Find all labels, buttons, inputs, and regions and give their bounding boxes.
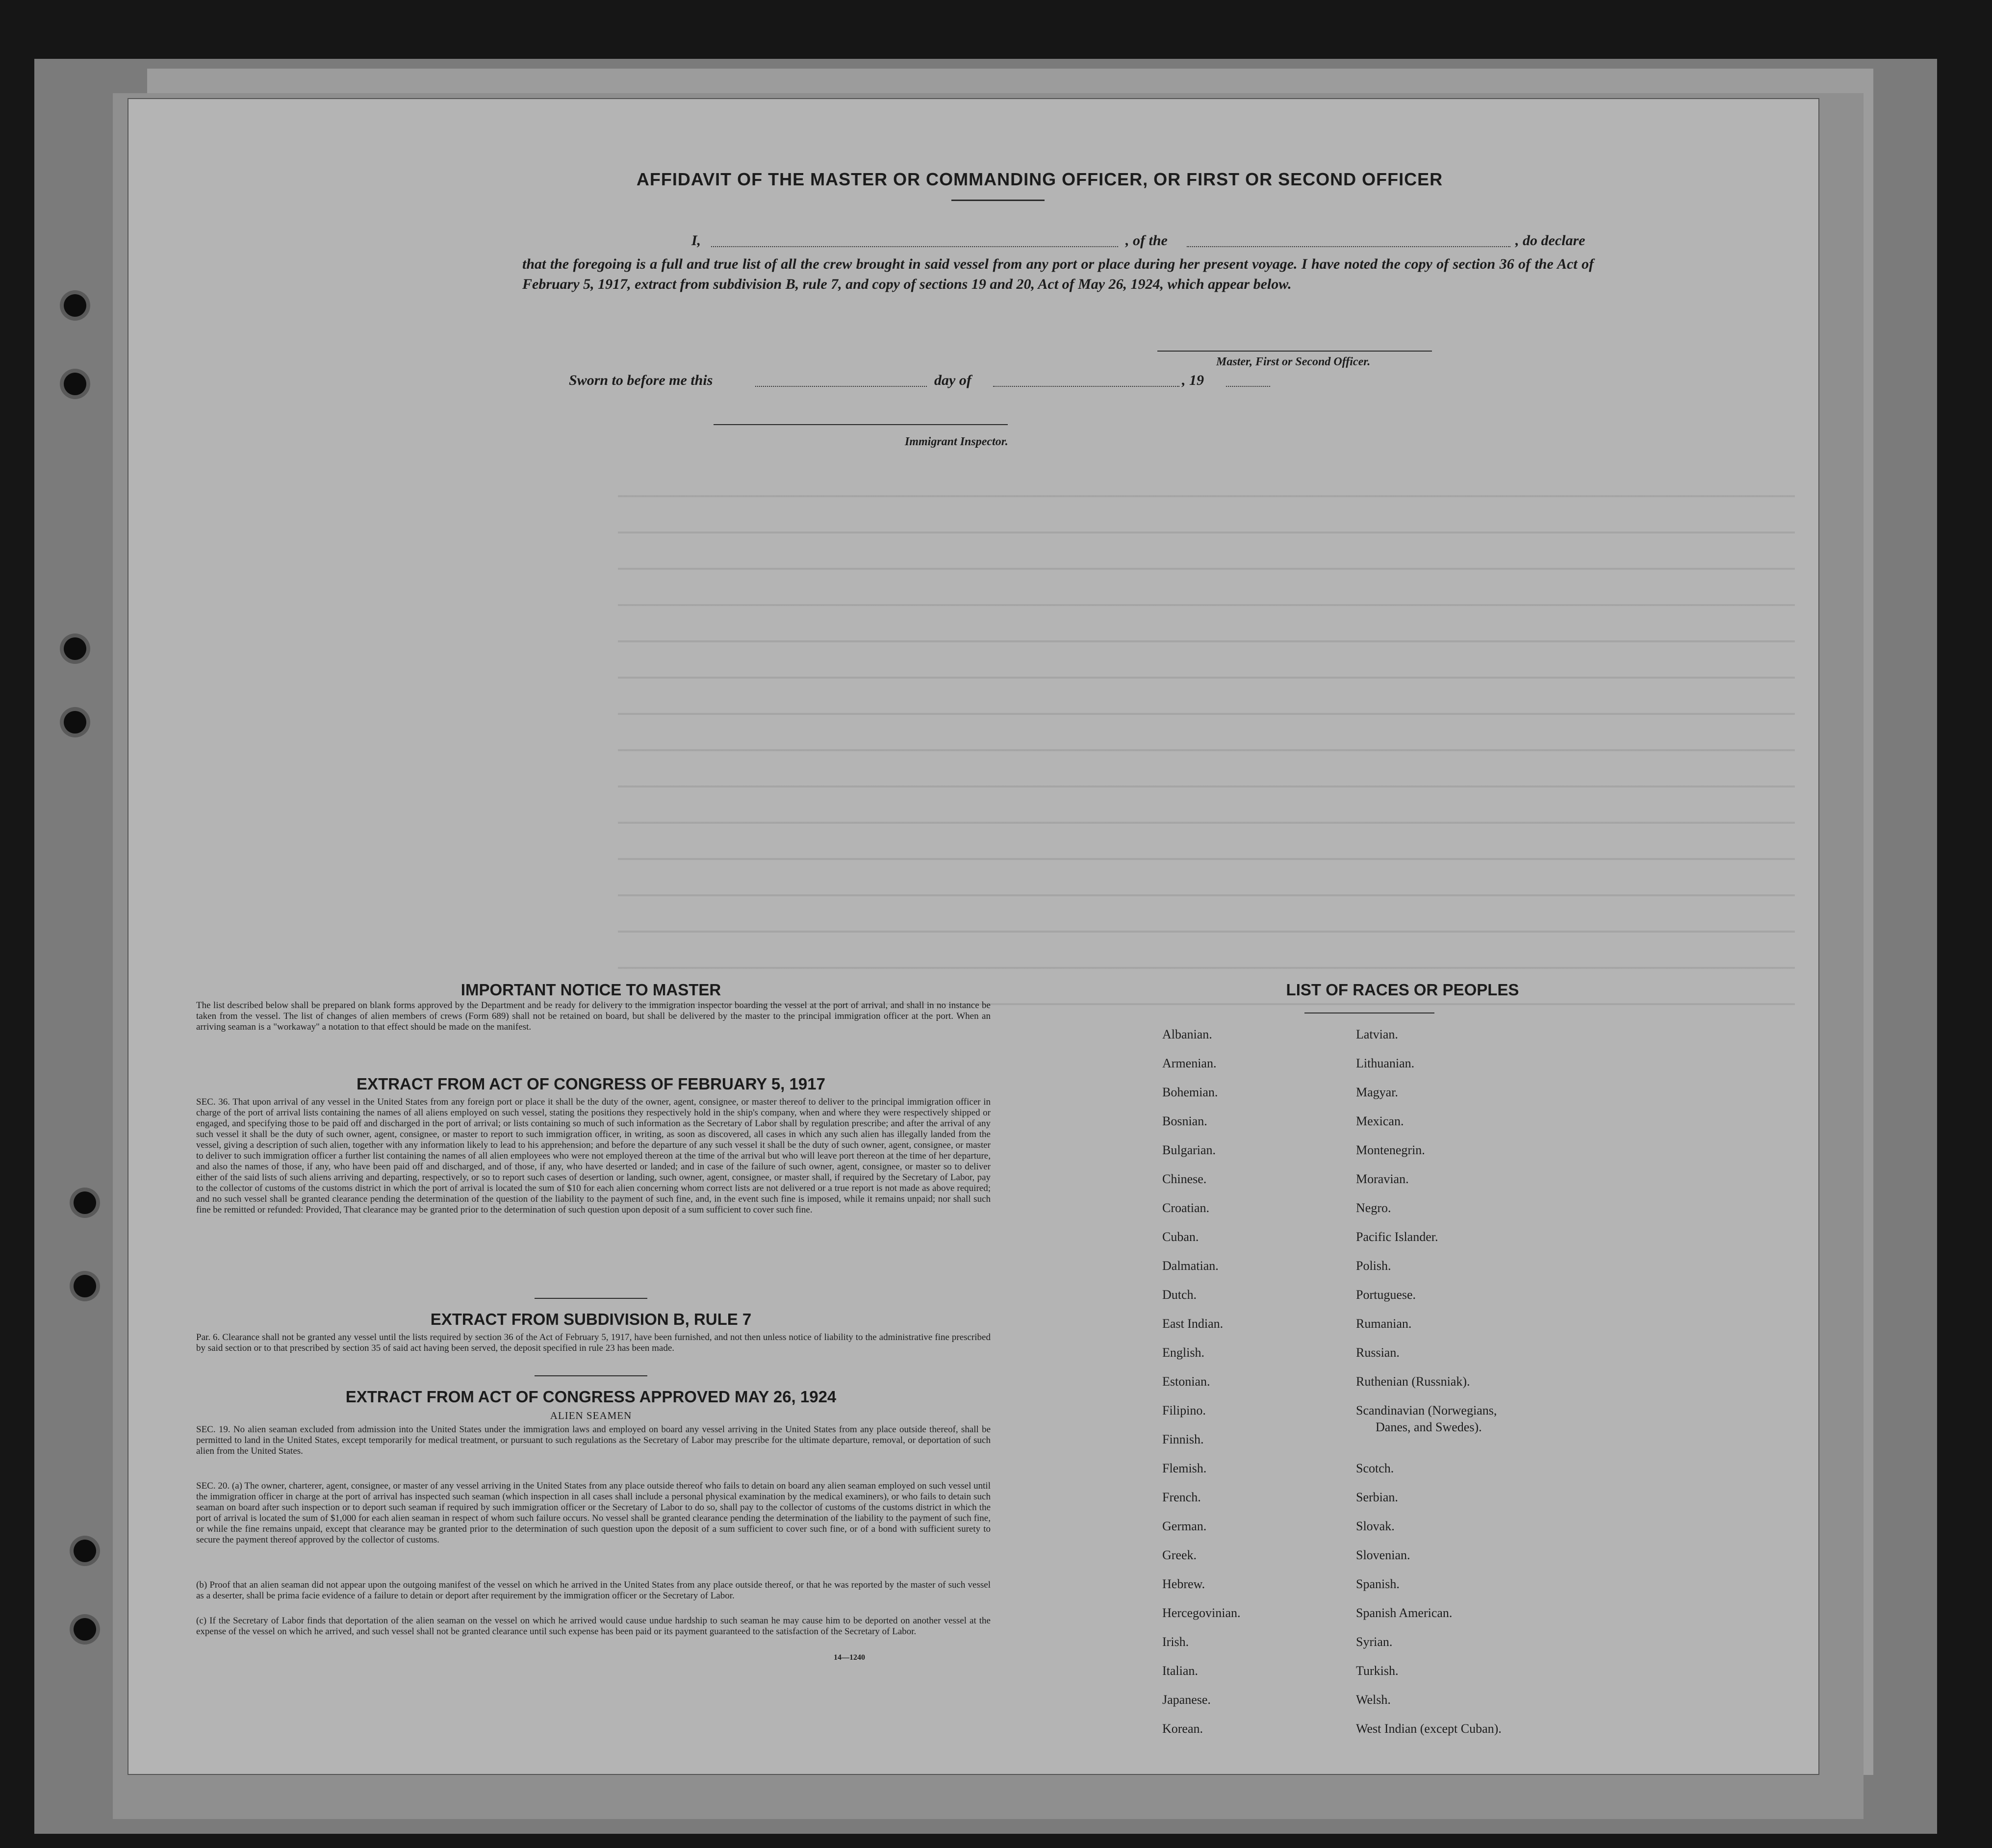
form-number: 14—1240 [834, 1653, 865, 1662]
race-item: Greek. [1162, 1548, 1197, 1562]
sworn-line [569, 370, 1354, 393]
race-item: Mexican. [1356, 1114, 1404, 1128]
extract-1924-title: EXTRACT FROM ACT OF CONGRESS APPROVED MAY 26, 1924 [345, 1388, 837, 1406]
notice-title: IMPORTANT NOTICE TO MASTER [460, 981, 721, 999]
race-item: Portuguese. [1356, 1288, 1416, 1302]
declaration-line [691, 230, 1594, 253]
race-item: Slovak. [1356, 1519, 1395, 1533]
race-item: Pacific Islander. [1356, 1230, 1438, 1244]
race-item: Lithuanian. [1356, 1056, 1415, 1070]
race-item: East Indian. [1162, 1316, 1224, 1331]
binder-hole [74, 1618, 96, 1641]
race-item: Latvian. [1356, 1027, 1398, 1041]
bleed-through-texture [618, 461, 1795, 1025]
sworn-prefix: Sworn to before me this [569, 372, 713, 388]
inspector-label: Immigrant Inspector. [905, 435, 1008, 448]
declaration-i: I, [691, 232, 701, 249]
extract-1924-sec20c: (c) If the Secretary of Labor finds that deportation of the alien seaman on the vessel on which he arrived would cause undue hardship to such seaman he may cause him to be deported on another vessel at the expense of the vessel on which he arrived, and such vessel shall not be granted clearance until such expense has been paid or its payment guaranteed to the satisfaction of the Secretary of Labor. [196, 1616, 991, 1637]
race-item: Cuban. [1162, 1230, 1199, 1244]
race-item: Filipino. [1162, 1403, 1206, 1418]
race-item: Syrian. [1356, 1635, 1393, 1649]
race-item: Croatian. [1162, 1201, 1210, 1215]
race-item: Flemish. [1162, 1461, 1207, 1475]
race-item: Ruthenian (Russniak). [1356, 1374, 1470, 1389]
race-item: Serbian. [1356, 1490, 1398, 1504]
sworn-date-field[interactable] [755, 386, 927, 387]
extract-1924-sec20a: SEC. 20. (a) The owner, charterer, agent, consignee, or master of any vessel arriving in the United States from any place outside thereof who fails to detain on board any alien seaman employed on such vessel until the immigration officer in charge at the port of arrival has inspected such seaman (which inspection in all cases shall include a personal physical examination by the medical examiners), or who fails to detain such seaman on board after such inspection or to deport such seaman if required by such immigration officer or the Secretary of Labor to do so, shall pay to the collector of customs of the customs district in which the port of arrival is located the sum of $1,000 for each alien seaman in respect of whom such failure occurs. No vessel shall be granted clearance pending the determination of the liability to the payment of such fine, or while the fine remains unpaid, except that clearance may be granted prior to the determination of such question upon the deposit of a sum sufficient to cover such fine, or of a bond with sufficient surety to secure the payment thereof approved by the collector of customs. [196, 1481, 991, 1545]
inspector-signature-line[interactable] [714, 424, 1008, 425]
race-item: Rumanian. [1356, 1316, 1412, 1331]
race-item: Danes, and Swedes). [1376, 1420, 1482, 1434]
race-item: Polish. [1356, 1259, 1391, 1273]
binder-hole [64, 637, 86, 660]
race-item: Magyar. [1356, 1085, 1398, 1099]
race-item: Spanish American. [1356, 1606, 1453, 1620]
race-item: Turkish. [1356, 1664, 1399, 1678]
vessel-name-field[interactable] [1187, 246, 1510, 247]
notice-body: The list described below shall be prepared on blank forms approved by the Department and be ready for delivery to the immigration inspector boarding the vessel at the port of arrival, and shall in no instance be taken from the vessel. The list of changes of alien members of crews (Form 689) shall not be retained on board, but shall be delivered by the master to the principal immigration officer at the port. When an arriving seaman is a "workaway" a notation to that effect should be made on the manifest. [196, 1000, 991, 1032]
race-item: Hebrew. [1162, 1577, 1205, 1591]
extract-1917-title: EXTRACT FROM ACT OF CONGRESS OF FEBRUARY 5, 1917 [357, 1075, 825, 1093]
race-item: Dalmatian. [1162, 1259, 1219, 1273]
sworn-year-field[interactable] [1226, 386, 1270, 387]
race-item: Hercegovinian. [1162, 1606, 1241, 1620]
race-item: Korean. [1162, 1721, 1203, 1736]
race-item: Italian. [1162, 1664, 1198, 1678]
declaration-declare: , do declare [1515, 232, 1585, 249]
binder-hole [74, 1191, 96, 1214]
race-item: Albanian. [1162, 1027, 1212, 1041]
race-item: Montenegrin. [1356, 1143, 1425, 1157]
title-underline [951, 200, 1045, 201]
divider [535, 1375, 647, 1376]
extract-1924-sec20b: (b) Proof that an alien seaman did not appear upon the outgoing manifest of the vessel on which he arrived in the United States from any place outside thereof, or that he was reported by the master of such vessel as a deserter, shall be prima facie evidence of a failure to detain or deport after requirement by the immigration officer or the Secretary of Labor. [196, 1580, 991, 1601]
extract-rule7-body: Par. 6. Clearance shall not be granted any vessel until the lists required by section 36 of the Act of February 5, 1917, have been furnished, and not then unless notice of liability to the administrative fine prescribed by said section or to that prescribed by section 35 of said act having been served, the deposit specified in rule 23 has been made. [196, 1332, 991, 1353]
binder-hole [64, 373, 86, 395]
document-page [128, 98, 1819, 1775]
master-signature-label: Master, First or Second Officer. [1216, 355, 1371, 368]
master-signature-line[interactable] [1157, 351, 1432, 352]
declaration-body: that the foregoing is a full and true list of all the crew brought in said vessel from any port or place during her present voyage. I have noted the copy of section 36 of the Act of February 5, 1917, extract from subdivision B, rule 7, and copy of sections 19 and 20, Act of May 26, 1924, which appear below. [522, 256, 1594, 292]
divider [535, 1298, 647, 1299]
extract-1924-sec19: SEC. 19. No alien seaman excluded from admission into the United States under the immigration laws and employed on board any vessel arriving in the United States from any place outside thereof, shall be permitted to land in the United States, except temporarily for medical treatment, or pursuant to such regulations as the Secretary of Labor may prescribe for the ultimate departure, removal, or deportation of such alien from the United States. [196, 1424, 991, 1456]
extract-rule7-title: EXTRACT FROM SUBDIVISION B, RULE 7 [430, 1310, 752, 1328]
race-item: West Indian (except Cuban). [1356, 1721, 1502, 1736]
extract-1924-subtitle: ALIEN SEAMEN [550, 1410, 632, 1421]
sworn-month-field[interactable] [993, 386, 1179, 387]
race-item: Spanish. [1356, 1577, 1400, 1591]
race-item: Dutch. [1162, 1288, 1197, 1302]
declaration-of: , of the [1125, 232, 1168, 249]
race-item: Japanese. [1162, 1693, 1211, 1707]
race-item: Negro. [1356, 1201, 1391, 1215]
sworn-day-of: day of [934, 372, 971, 388]
binder-hole [74, 1540, 96, 1562]
race-item: English. [1162, 1345, 1204, 1360]
race-item: Scotch. [1356, 1461, 1394, 1475]
race-item: Finnish. [1162, 1432, 1204, 1446]
race-item: Welsh. [1356, 1693, 1391, 1707]
binder-hole [74, 1275, 96, 1297]
race-item: Moravian. [1356, 1172, 1409, 1186]
race-item: Scandinavian (Norwegians, [1356, 1403, 1497, 1418]
race-item: Bohemian. [1162, 1085, 1218, 1099]
race-item: Slovenian. [1356, 1548, 1410, 1562]
race-item: Russian. [1356, 1345, 1400, 1360]
sworn-year: , 19 [1182, 372, 1204, 388]
binder-hole [64, 294, 86, 317]
race-item: Bosnian. [1162, 1114, 1207, 1128]
race-item: Estonian. [1162, 1374, 1210, 1389]
race-item: Bulgarian. [1162, 1143, 1216, 1157]
race-item: Chinese. [1162, 1172, 1207, 1186]
race-item: French. [1162, 1490, 1201, 1504]
race-item: Irish. [1162, 1635, 1189, 1649]
name-field[interactable] [711, 246, 1118, 247]
binder-hole [64, 711, 86, 734]
affidavit-title: AFFIDAVIT OF THE MASTER OR COMMANDING OFFICER, OR FIRST OR SECOND OFFICER [636, 169, 1443, 189]
race-item: German. [1162, 1519, 1207, 1533]
extract-1917-body: SEC. 36. That upon arrival of any vessel in the United States from any foreign port or place it shall be the duty of the owner, agent, consignee, or master thereof to deliver to the principal immigration officer in charge of the port of arrival lists containing the names of all aliens employed on such vessel, stating the positions they respectively hold in the ship's company, when and where they were respectively shipped or engaged, and specifying those to be paid off and discharged in the port of arrival; or lists containing so much of such information as the Secretary of Labor shall by regulation prescribe; and after the arrival of any such vessel it shall be the duty of such owner, agent, consignee, or master to report to such immigration officer, in writing, as soon as discovered, all cases in which any such alien has illegally landed from the vessel, giving a description of such alien, together with any information likely to lead to his apprehension; and before the departure of any such vessel it shall be the duty of such owner, agent, consignee, or master to deliver to such immigration officer a further list containing the names of all alien employees who were not employed thereon at the time of the arrival but who will leave port thereon at the time of her departure, and also the names of those, if any, who have been paid off and discharged, and of those, if any, who have deserted or landed; and in case of the failure of such owner, agent, consignee, or master so to deliver either of the said lists of such aliens arriving and departing, respectively, or so to report such cases of desertion or landing, such owner, agent, consignee, or master shall, if required by the Secretary of Labor, pay to the collector of customs of the customs district in which the port of arrival is located the sum of $10 for each alien concerning whom correct lists are not delivered or a true report is not made as above required; and no such vessel shall be granted clearance pending the determination of the question of the liability to the payment of such fine, and, in the event such fine is imposed, while it remains unpaid; nor shall such fine be remitted or refunded: Provided, That clearance may be granted prior to the determination of such question upon deposit of a sum sufficient to cover such fine. [196, 1097, 991, 1215]
races-title: LIST OF RACES OR PEOPLES [1286, 981, 1519, 999]
race-item: Armenian. [1162, 1056, 1217, 1070]
